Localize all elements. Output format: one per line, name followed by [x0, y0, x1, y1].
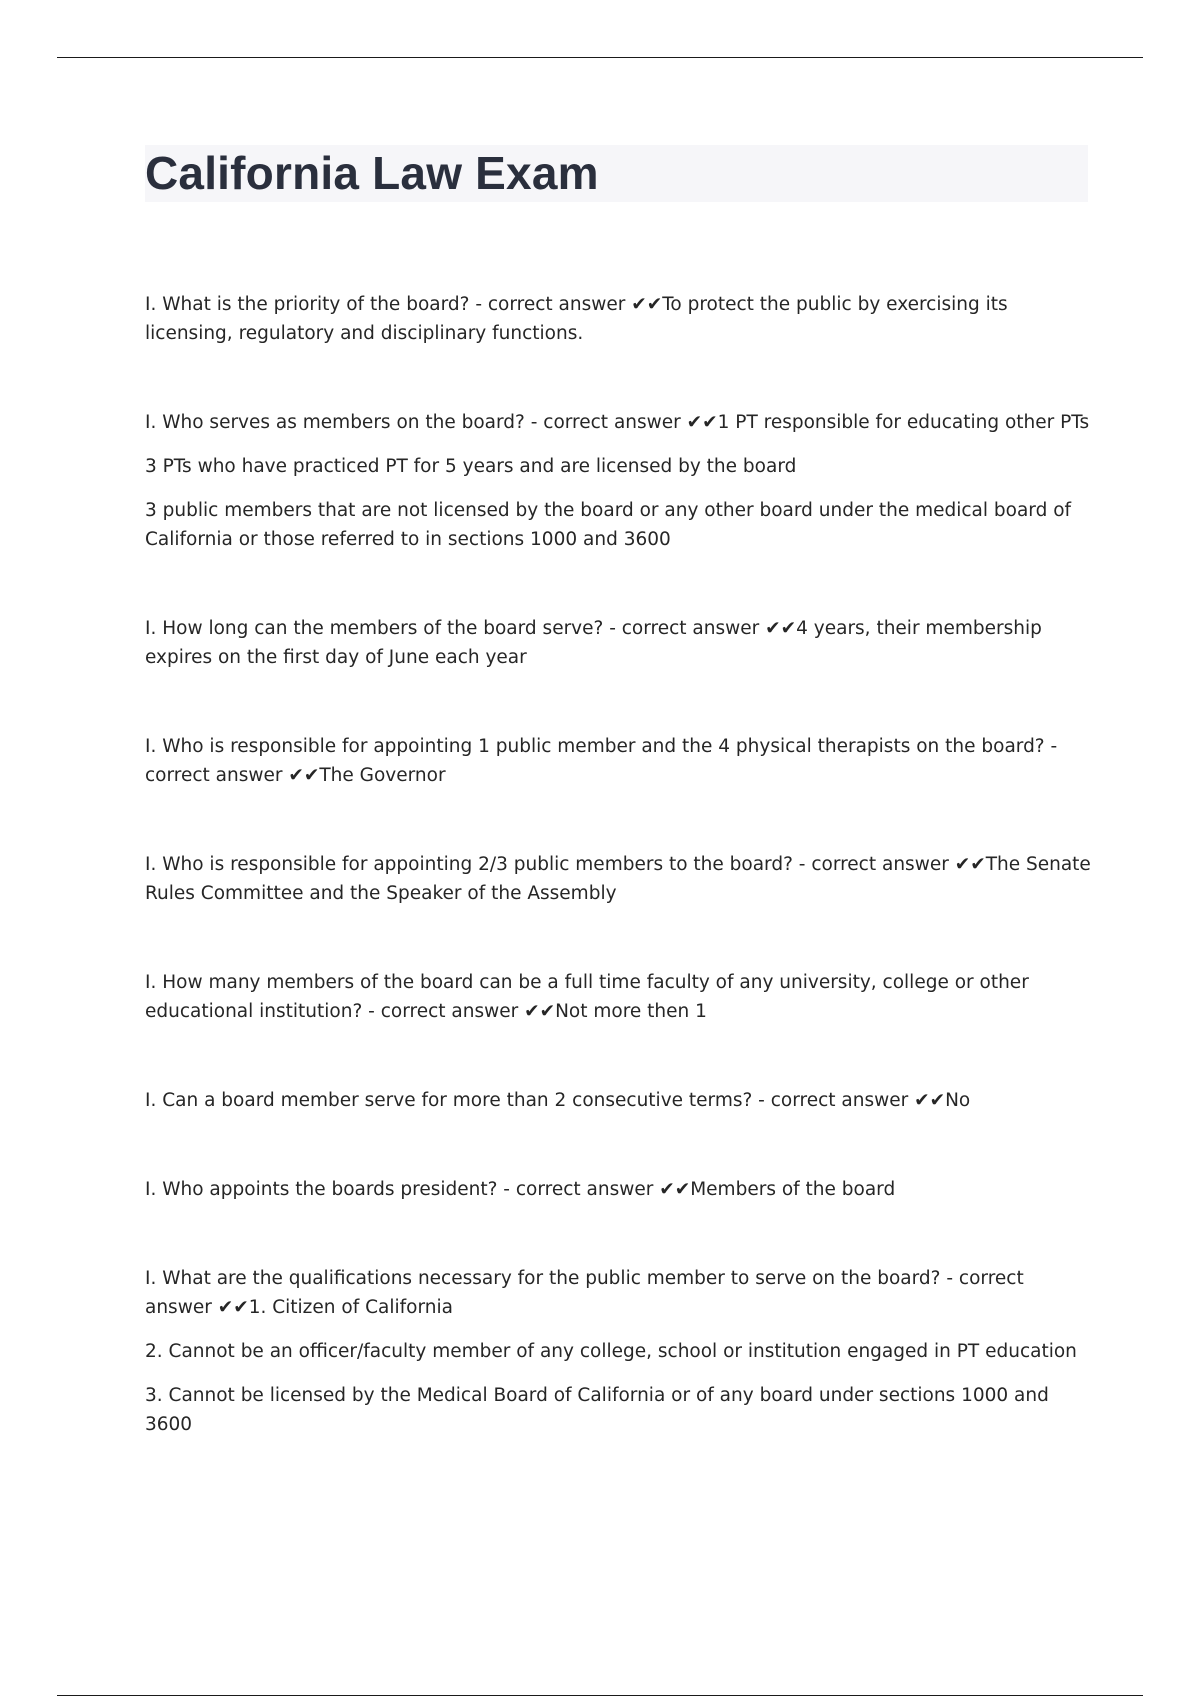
bottom-divider: [57, 1695, 1143, 1696]
qa-item-faculty-limit: [145, 968, 1095, 1026]
qa-paragraph: I. Who serves as members on the board? - correct answer ✔✔1 PT responsible for educating other PTs: [145, 412, 1090, 433]
qa-item-public-member-qualifications: [145, 1264, 1095, 1439]
qa-item-consecutive-terms: [145, 1086, 1095, 1115]
qa-paragraph: I. Who is responsible for appointing 1 public member and the 4 physical therapists on the board? - correct answer ✔✔The Governor: [145, 736, 1058, 786]
qa-paragraph: I. Who is responsible for appointing 2/3 public members to the board? - correct answer ✔✔The Senate Rules Committee and the Speaker of the Assembly: [145, 854, 1091, 904]
qa-paragraph: I. What are the qualifications necessary for the public member to serve on the board? - correct answer ✔✔1. Citizen of California: [145, 1268, 1024, 1318]
qa-item-public-member-appointments: [145, 850, 1095, 908]
qa-paragraph: 3. Cannot be licensed by the Medical Board of California or of any board under sections 1000 and 3600: [145, 1385, 1049, 1435]
qa-paragraph: I. Can a board member serve for more than 2 consecutive terms? - correct answer ✔✔No: [145, 1090, 971, 1111]
document-title: California Law Exam: [145, 147, 599, 199]
qa-item-board-priority: [145, 290, 1095, 348]
qa-paragraph: 2. Cannot be an officer/faculty member of any college, school or institution engaged in PT education: [145, 1341, 1077, 1362]
qa-paragraph: 3 public members that are not licensed by the board or any other board under the medical board of California or those referred to in sections 1000 and 3600: [145, 500, 1072, 550]
qa-paragraph: I. How many members of the board can be a full time faculty of any university, college or other educational institution? - correct answer ✔✔Not more then 1: [145, 972, 1029, 1022]
qa-item-board-members: [145, 408, 1095, 554]
top-divider: [57, 57, 1143, 58]
qa-item-board-president: [145, 1175, 1095, 1204]
qa-item-term-length: [145, 614, 1095, 672]
qa-paragraph: 3 PTs who have practiced PT for 5 years and are licensed by the board: [145, 456, 797, 477]
qa-item-governor-appointments: [145, 732, 1095, 790]
qa-list: [145, 290, 1095, 1499]
qa-paragraph: I. Who appoints the boards president? - correct answer ✔✔Members of the board: [145, 1179, 896, 1200]
qa-paragraph: I. What is the priority of the board? - correct answer ✔✔To protect the public by exercising its licensing, regulatory and disciplinary functions.: [145, 294, 1008, 344]
qa-paragraph: I. How long can the members of the board serve? - correct answer ✔✔4 years, their membership expires on the first day of June each year: [145, 618, 1042, 668]
